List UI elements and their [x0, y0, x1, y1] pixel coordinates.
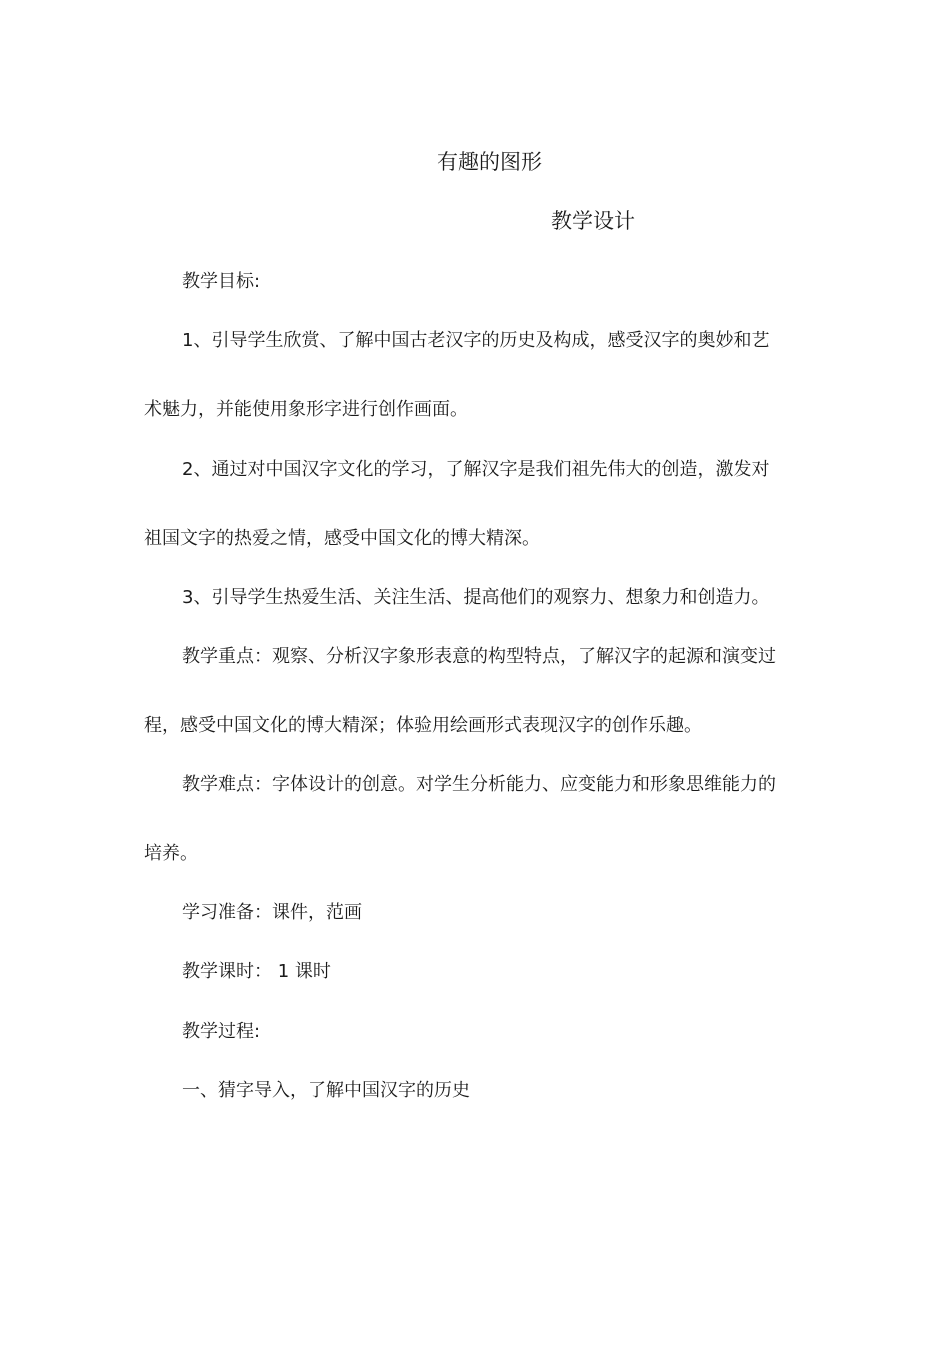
- paragraph-line: 教学难点：字体设计的创意。对学生分析能力、应变能力和形象思维能力的: [182, 774, 776, 795]
- paragraph-line: 一、猜字导入，了解中国汉字的历史: [182, 1080, 470, 1101]
- paragraph-line: 教学课时： 1 课时: [182, 961, 331, 982]
- paragraph-line: 3、引导学生热爱生活、关注生活、提高他们的观察力、想象力和创造力。: [182, 587, 770, 608]
- paragraph-line: 2、通过对中国汉字文化的学习，了解汉字是我们祖先伟大的创造，激发对: [182, 459, 770, 480]
- paragraph-line: 术魅力，并能使用象形字进行创作画面。: [144, 399, 468, 420]
- document-subtitle: 教学设计: [551, 209, 635, 233]
- paragraph-line: 培养。: [144, 843, 198, 864]
- paragraph-line: 1、引导学生欣赏、了解中国古老汉字的历史及构成，感受汉字的奥妙和艺: [182, 330, 770, 351]
- section-heading-process: 教学过程:: [182, 1021, 261, 1042]
- paragraph-line: 程，感受中国文化的博大精深；体验用绘画形式表现汉字的创作乐趣。: [144, 715, 702, 736]
- paragraph-line: 学习准备：课件，范画: [182, 902, 362, 923]
- paragraph-line: 教学重点：观察、分析汉字象形表意的构型特点，了解汉字的起源和演变过: [182, 646, 776, 667]
- document-title: 有趣的图形: [437, 150, 542, 174]
- paragraph-line: 祖国文字的热爱之情，感受中国文化的博大精深。: [144, 528, 540, 549]
- section-heading-objectives: 教学目标:: [182, 271, 261, 292]
